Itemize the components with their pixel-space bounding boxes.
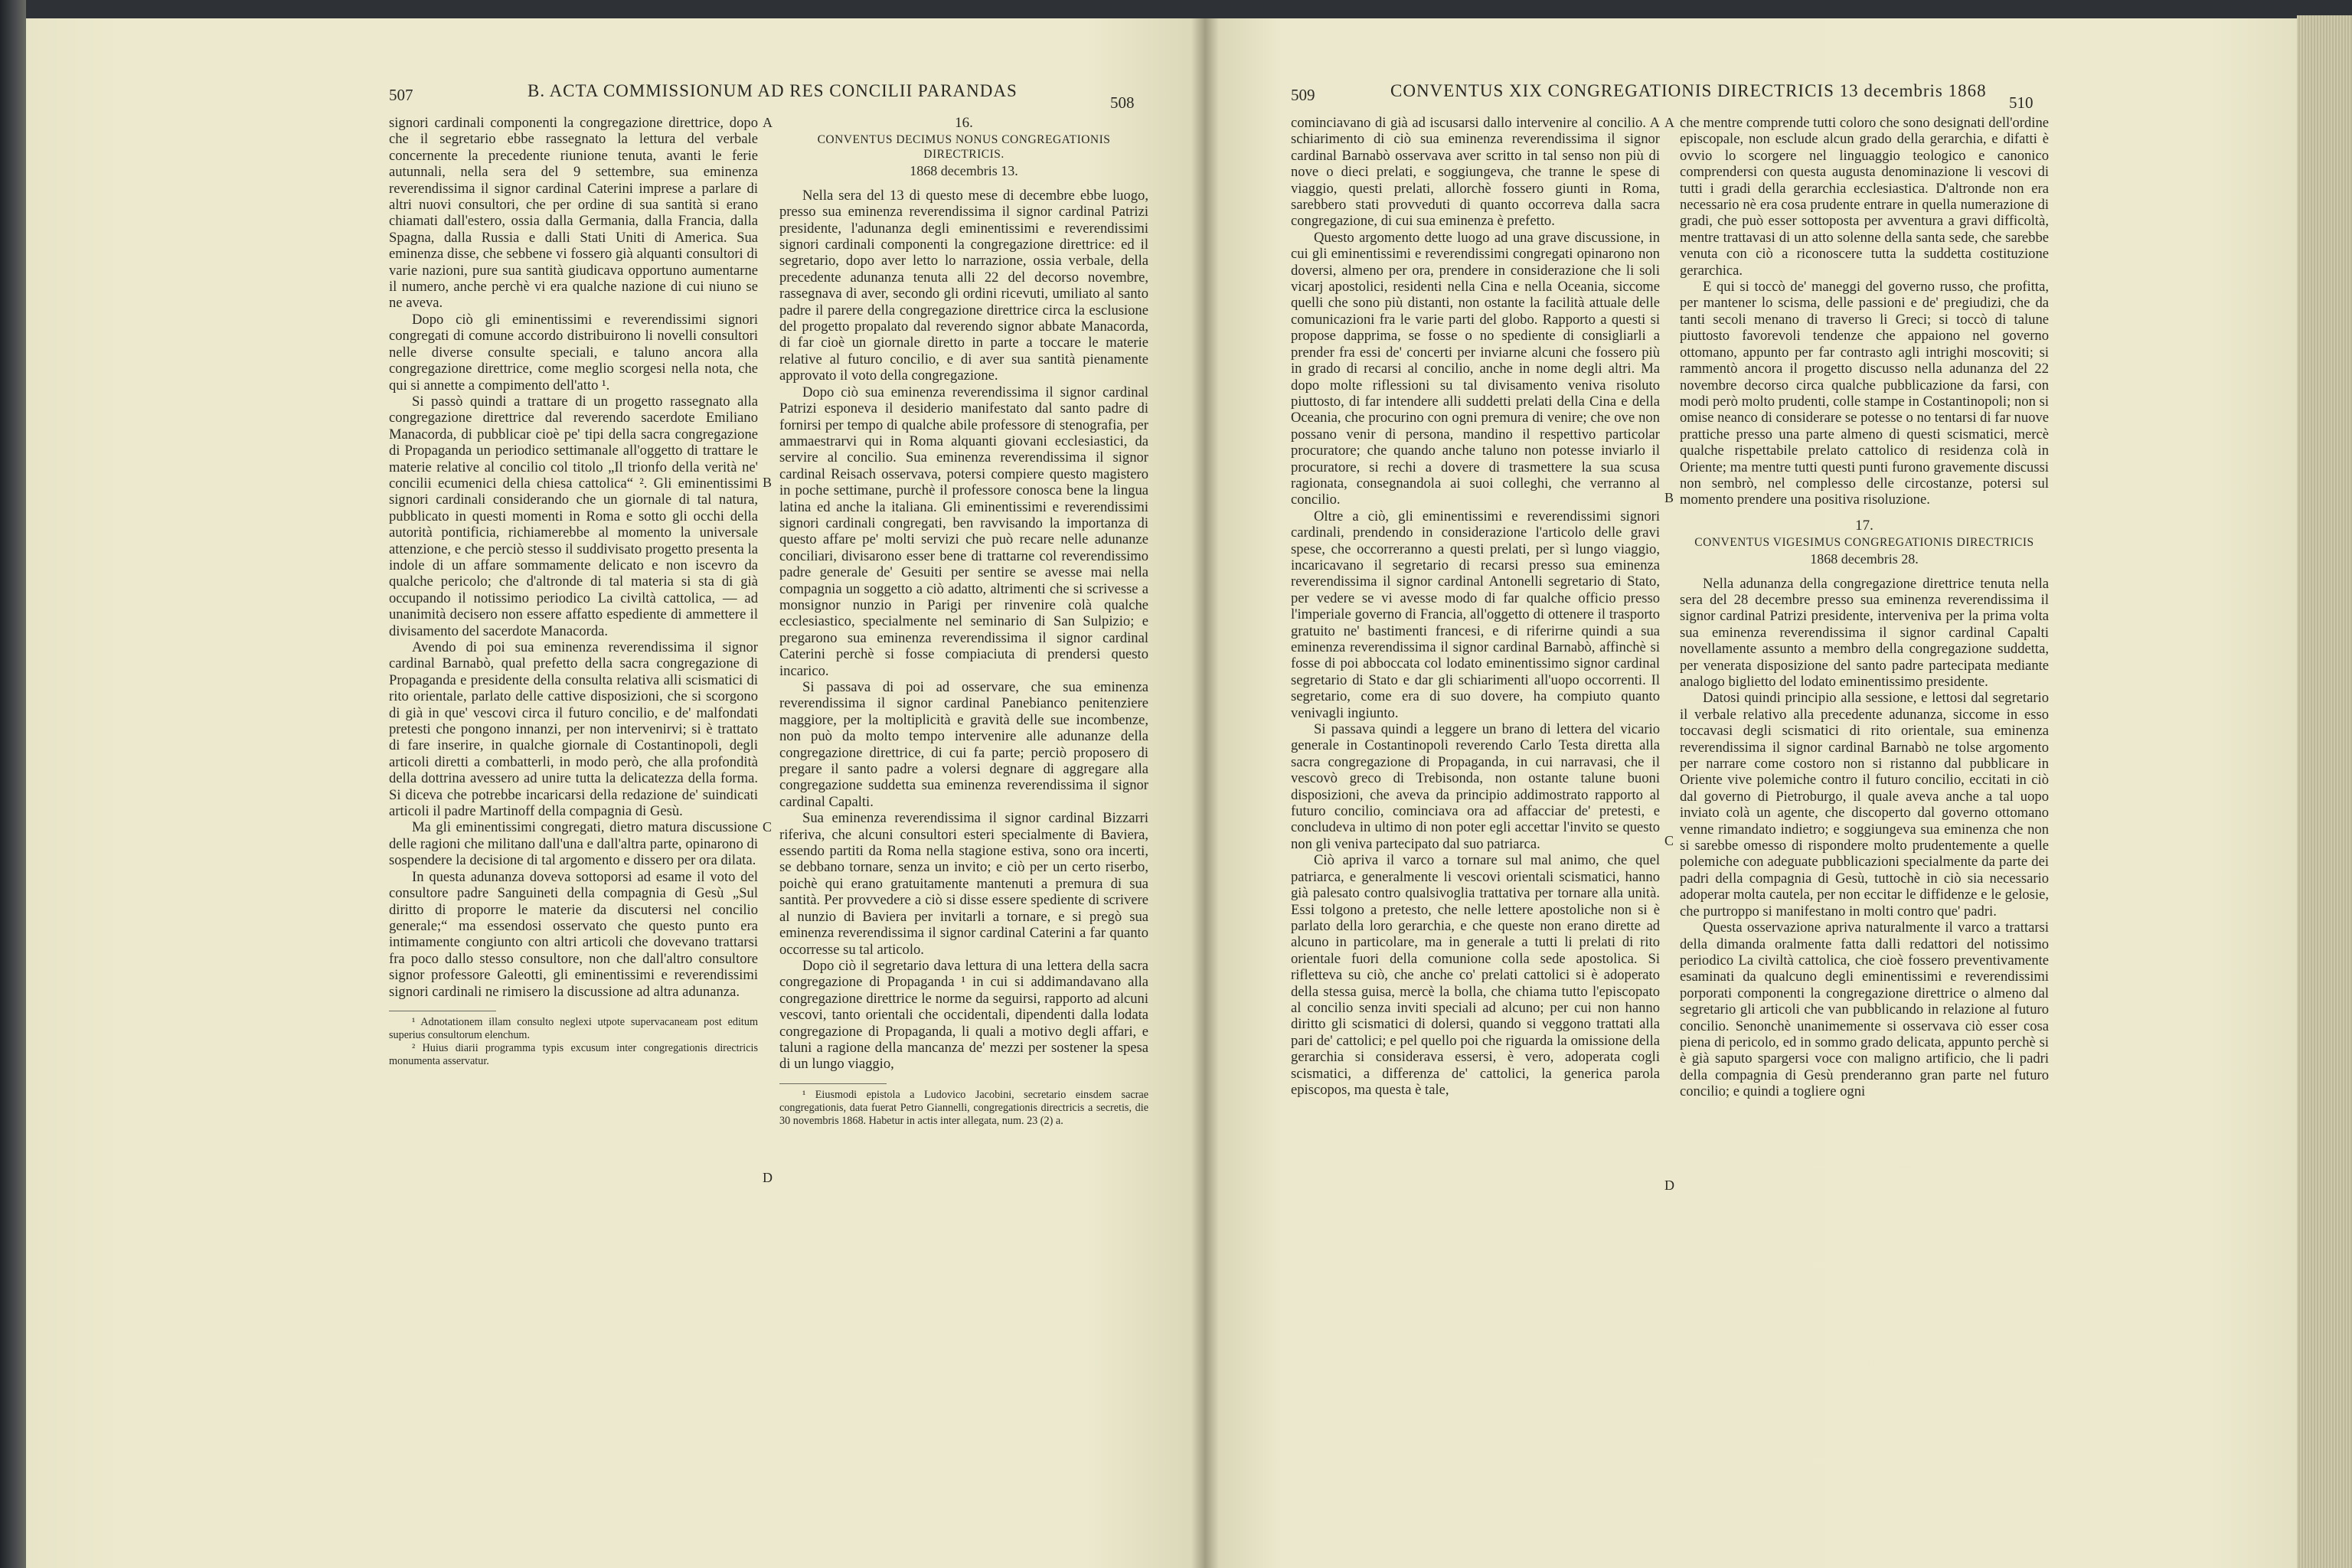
paragraph: signori cardinali componenti la congregazione direttrice, dopo che il segretario ebbe rassegnato la lettura del verbale concernente la precedente riunione tenuta, avanti le ferie autunnali, nella sera del 9 settembre, sua eminenza reverendissima il signor cardinal Caterini imprese a parlare di altri nuovi consultori, che per ordine di sua santità si erano chiamati dall'estero, ossia dalla Germania, dalla Francia, dalla Spagna, dalla Russia e dalli Stati Uniti di America. Sua eminenza disse, che sebbene vi fossero già alquanti consultori di varie nazioni, pure sua santità giudicava opportuno aumentarne il numero, anche perchè vi era qualche nazione di cui niuno se ne aveva. xyxy=(389,115,758,312)
paragraph: Nella adunanza della congregazione direttrice tenuta nella sera del 28 decembre presso sua eminenza reverendissima il signor cardinal Patrizi presidente, interveniva per la prima volta sua eminenza reverendissima il signor cardinal Capalti novellamente assunto a membro della congregazione suddetta, per venerata disposizione del santo padre partecipata mediante analogo biglietto del lodato eminentissimo presidente. xyxy=(1680,575,2049,690)
margin-letter-a: A xyxy=(763,115,773,130)
paragraph: Dopo ciò il segretario dava lettura di una lettera della sacra congregazione di Propaganda ¹ in cui si addimandavano alla congregazione direttrice le norme da seguirsi, rapporto ad alcuni vescovi, tanto orientali che occidentali, dipendenti dalla lodata congregazione di Propaganda, li quali a motivo degli affari, e taluni a ragione della mancanza de' mezzi per sostener la spesa di un lungo viaggio, xyxy=(779,957,1148,1073)
paragraph: Dopo ciò sua eminenza reverendissima il signor cardinal Patrizi esponeva il desiderio manifestato dal santo padre di fornirsi per tempo di qualche abile professore di stenografia, per ammaestrarvi qui in Roma alquanti giovani ecclesiastici, da servire al concilio. Sua eminenza reverendissima il signor cardinal Reisach osservava, potersi compiere questo magistero in poche settimane, purchè il professore conosca bene la lingua latina ed anche la italiana. Gli eminentissimi e reverendissimi signori cardinali congregati, ben ravvisando la importanza di questo affare pe' molti servizi che può recare nelle adunanze conciliari, divisarono esser bene di trattarne col reverendissimo padre generale de' Gesuiti per sentire se avesse mai nella compagnia un soggetto a ciò adatto, altrimenti che si scrivesse a monsignor nunzio in Parigi per rinvenire colà qualche ecclesiastico, specialmente nel seminario di San Sulpizio; e pregarono sua eminenza reverendissima il signor cardinal Caterini perchè si fosse compiaciuta di prendersi questo incarico. xyxy=(779,384,1148,679)
margin-letter-b: B xyxy=(763,475,773,490)
paragraph: Nella sera del 13 di questo mese di decembre ebbe luogo, presso sua eminenza reverendissima il signor cardinal Patrizi presidente, l'adunanza degli eminentissimi e reverendissimi signori cardinali componenti la congregazione direttrice: ed il segretario, dopo aver letto lo narrazione, ossia verbale, della precedente adunanza tenuta alli 22 del decorso novembre, rassegnava di aver, secondo gli ordini ricevuti, umiliato al santo padre il parere della congregazione direttrice circa la esclusione del progetto propalato dal reverendo signor abbate Manacorda, di far cioè un giornale diretto in parte a toccare le materie relative al futuro concilio, e di aver sua santità pienamente approvato il voto della congregazione. xyxy=(779,187,1148,384)
left-page-column-1 xyxy=(389,115,758,1068)
right-page xyxy=(1205,18,2297,1568)
margin-letter-b: B xyxy=(1664,490,1674,505)
margin-letter-c: C xyxy=(1664,833,1674,848)
paragraph: Questa osservazione apriva naturalmente il varco a trattarsi della dimanda oralmente fatta dalli redattori del notissimo periodico La civiltà cattolica, che cioè fossero preventivamente esaminati da qualcuno degli eminentissimi e reverendissimi porporati componenti la congregazione direttrice o almeno dal segretario gli articoli che van pubblicando in relazione al futuro concilio. Senonchè unanimemente si osservava ciò esser cosa piena di pericolo, ed in sommo grado delicata, appunto perchè si è già saputo spargersi voce con maligno artificio, che li padri della compagnia di Gesù prenderanno gran parte nel futuro concilio; e quindi a togliere ogni xyxy=(1680,920,2049,1100)
paragraph: Avendo di poi sua eminenza reverendissima il signor cardinal Barnabò, qual prefetto della sacra congregazione di Propaganda e presidente della consulta relativa alli scismatici di rito orientale, parlato delle cattive disposizioni, che si scorgono di già in que' vescovi circa il futuro concilio, e de' malfondati pretesti che pongono innanzi, per non intervenirvi; si è trattato di fare inserire, in qualche giornale di Costantinopoli, degli articoli diretti a combatterli, in modo però, che alla profondità della dottrina avessero ad unire tutta la delicatezza della forma. Si diceva che potrebbe incaricarsi della redazione de' suindicati articoli il padre Martinoff della compagnia di Gesù. xyxy=(389,639,758,820)
paragraph: Si passava quindi a leggere un brano di lettera del vicario generale in Costantinopoli reverendo Carlo Testa diretta alla sacra congregazione di Propaganda, in cui narravasi, che il vescovò greco di Trebisonda, non ostante talune buoni disposizioni, che aveva da principio addimostrato rapporto al futuro concilio, cominciava ora ad affacciar de' pretesti, e concludeva in ultimo di non poter egli accettar l'invito se questo non gli veniva partecipato dal suo patriarca. xyxy=(1291,721,1660,852)
section-number: 16. xyxy=(955,115,973,131)
paragraph: Dopo ciò gli eminentissimi e reverendissimi signori congregati di comune accordo distribuirono li novelli consultori nelle diverse consulte speciali, e taluno ancora alla congregazione direttrice, come meglio scorgesi nella nota, che qui si annette a compimento dell'atto ¹. xyxy=(389,311,758,394)
paragraph: Oltre a ciò, gli eminentissimi e reverendissimi signori cardinali, prendendo in considerazione l'articolo delle gravi spese, che occorreranno a questi prelati, per sì lungo viaggio, incaricavano il segretario di recarsi presso sua eminenza reverendissima il signor cardinal Antonelli segretario di Stato, per vedere se vi avesse modo di far qualche officio presso l'imperiale governo di Francia, all'oggetto di ottenere il trasporto gratuito ne' bastimenti francesi, e di riferirne quindi a sua eminenza reverendissima il signor cardinal Barnabò, affinchè si fosse di poi abboccata col lodato eminentissimo signor cardinal segretario di Stato e dar gli schiarimenti all'uopo occorrenti. Il segretario, come era di suo dovere, ha compiuto quanto venivagli ingiunto. xyxy=(1291,508,1660,721)
footnote: ² Huius diarii programma typis excusum inter congregationis directricis monumenta asservatur. xyxy=(389,1041,758,1067)
page-number-507: 507 xyxy=(389,86,413,104)
paragraph: Questo argomento dette luogo ad una grave discussione, in cui gli eminentissimi e reverendissimi congregati opinarono non doversi, almeno per ora, prendere in considerazione che li soli vicarj apostolici, residenti nella Cina e nella Oceania, siccome quelli che sono più distanti, non ostante la facilità attuale delle comunicazioni fra le varie parti del globo. Rapporto a questi si propose dapprima, se fosse o no spediente di consigliarli a prender fra essi de' concerti per inviarne alcuni che fossero più in grado di recarsi al concilio, anche in nome degli altri. Ma dopo molte riflessioni su tal divisamento veniva risoluto piuttosto, di far intendere alli suddetti prelati della Cina e della Oceania, che procurino con ogni premura di venire; che ove non possano venir di persona, mandino il respettivo particolar procuratore; che quando anche taluno non potesse inviarlo il procuratore, si rechi a dovere di trasmettere la sua scusa ragionata, consegnandola ai suoi colleghi, che verranno al concilio. xyxy=(1291,229,1660,508)
paragraph: In questa adunanza doveva sottoporsi ad esame il voto del consultore padre Sanguineti della compagnia di Gesù „Sul diritto di proporre le materie da discutersi nel concilio generale;“ ma essendosi osservato che questo punto era intimamente congiunto con altri articoli che dovevano trattarsi fra poco dallo stesso consultore, non che dall'altro consultore signor professore Galeotti, gli eminentissimi e reverendissimi signori cardinali ne rimisero la discussione ad altra adunanza. xyxy=(389,868,758,1000)
section-number: 17. xyxy=(1855,517,1873,534)
page-stack-edge xyxy=(2297,15,2352,1568)
paragraph: che mentre comprende tutti coloro che sono designati dell'ordine episcopale, non esclude alcun grado della gerarchia, e difatti è ovvio lo scorgere nel linguaggio teologico e canonico comprendersi con questa augusta denominazione li vescovi di tutti i gradi della gerarchia ecclesiastica. D'altronde non era necessario nè era cosa prudente entrare in quella numerazione di gradi, che può esser sottoposta per avventura a gravi difficoltà, mentre trattavasi di un atto solenne della santa sede, che sarebbe venuta con ciò a riconoscere tutta la suddetta costituzione gerarchica. xyxy=(1680,115,2049,279)
paragraph: Sua eminenza reverendissima il signor cardinal Bizzarri riferiva, che alcuni consultori esteri specialmente di Baviera, essendo partiti da Roma nella stagione estiva, sono ora incerti, se debbano tornare, senza un invito; e ciò per un certo riserbo, poichè qui erano gratuitamente mantenuti a premura di sua santità. Per provvedere a ciò si disse essere spediente di scrivere al nunzio di Baviera per invitarli a tornare, e si pregò sua eminenza reverendissima il signor cardinal Caterini a far quanto occorresse su tal articolo. xyxy=(779,810,1148,958)
margin-letter-d: D xyxy=(763,1170,773,1185)
left-page xyxy=(26,18,1205,1568)
book-gutter xyxy=(1191,18,1219,1568)
paragraph: Datosi quindi principio alla sessione, e lettosi dal segretario il verbale relativo alla precedente adunanza, siccome in esso toccavasi degli scismatici di rito orientale, sua eminenza reverendissima il signor cardinal Barnabò ne tolse argomento per narrare come costoro non si ristanno dal pubblicare in Oriente vive polemiche contro il futuro concilio, eccitati in ciò dal governo di Pietroburgo, il quale aveva anche a tal uopo inviato colà un agente, che discoperto dal governo ottomano venne rimandato indietro; e soggiungeva sua eminenza che non si sarebbe omesso di rispondere molto prudentemente a quelle polemiche con adeguate pubblicazioni specialmente da parte dei padri della compagnia di Gesù, tuttochè in ciò sia necessario adoperar molta cautela, per non eccitar le diffidenze e le gelosie, che purtroppo si manifestano in molti contro que' padri. xyxy=(1680,690,2049,920)
paragraph: E qui si toccò de' maneggi del governo russo, che profitta, per mantener lo scisma, delle passioni e de' pregiudizi, che da tanti secoli menano di traverso li Greci; si toccò di talune piuttosto favorevoli tendenze che appaiono nel governo ottomano, appunto per far contrasto agli intrighi moscoviti; si rammentò ancora il progetto discusso nella adunanza del 22 novembre decorso circa qualche pubblicazione da farsi, con modi però molto prudenti, colle stampe in Costantinopoli; non si omise neanco di considerare se potesse o no tentarsi di far nuove prattiche presso una parte almeno di questi scismatici, mercè qualche rispettabile prelato cattolico di residenza colà in Oriente; ma mentre tutti questi punti furono gravemente discussi non sembrò, nel complesso delle circostanze, potersi sul momento prendere una positiva risoluzione. xyxy=(1680,279,2049,508)
left-page-column-2 xyxy=(779,115,1148,1128)
paragraph: Si passò quindi a trattare di un progetto rassegnato alla congregazione direttrice dal reverendo sacerdote Emiliano Manacorda, di pubblicar cioè pe' tipi della sacra congregazione di Propaganda un periodico settimanale all'oggetto di trattare le materie relative al concilio col titolo „Il trionfo della verità ne' concilii ecumenici della chiesa cattolica“ ². Gli eminentissimi signori cardinali considerando che un giornale di tal natura, pubblicato in questi momenti in Roma e sotto gli occhi della autorità pontificia, richiamerebbe al momento la universale attenzione, e che perciò stesso il suddivisato progetto presenta la indole di un affare sommamente delicato e non iscevro da qualche pericolo; che d'altronde di tal materia si sta di già occupando il notissimo periodico La civiltà cattolica, — ad unanimità decisero non essere affatto espediente di ammettere il divisamento del sacerdote Manacorda. xyxy=(389,393,758,639)
page-number-509: 509 xyxy=(1291,86,1315,104)
paragraph: cominciavano di già ad iscusarsi dallo intervenire al concilio. A schiarimento di ciò sua eminenza reverendissima il signor cardinal Barnabò osservava aver scritto in tal senso non più di nove o dieci prelati, e soggiungeva, che tranne le spese di viaggio, questi prelati, allorchè fossero giunti in Roma, sarebbero stati provveduti di quanto occorreva dalla sacra congregazione, di cui sua eminenza è prefetto. xyxy=(1291,115,1660,230)
right-page-column-1 xyxy=(1291,115,1660,1098)
right-page-column-2 xyxy=(1680,115,2049,1100)
margin-letter-c: C xyxy=(763,819,773,835)
margin-letter-a: A xyxy=(1664,115,1674,130)
footnote: ¹ Adnotationem illam consulto neglexi utpote supervacaneam post editum superius consultorum elenchum. xyxy=(389,1015,758,1041)
margin-letter-d: D xyxy=(1664,1178,1674,1193)
paragraph: Ma gli eminentissimi congregati, dietro matura discussione delle ragioni che militano dall'una e dall'altra parte, opinarono di sospendere la decisione di tal argomento e dissero per ora dilata. xyxy=(389,819,758,869)
footnote: ¹ Eiusmodi epistola a Ludovico Jacobini, secretario einsdem sacrae congregationis, data fuerat Petro Giannelli, congregationis directricis a secretis, die 30 novembris 1868. Habetur in actis inter allegata, num. 23 (2) a. xyxy=(779,1088,1148,1127)
section-date: 1868 decembris 28. xyxy=(1810,551,1919,567)
paragraph: Ciò apriva il varco a tornare sul mal animo, che quel patriarca, e generalmente li vescovi orientali scismatici, hanno già palesato contro qualsivoglia trattativa per tornare alla unità. Essi tolgono a pretesto, che nelle lettere apostoliche non si è parlato della loro gerarchia, e che queste non erano dirette ad alcuno in particolare, ma in generale a tutti li prelati di rito orientale fuori della comunione colla sede apostolica. Si rifletteva su ciò, che anche co' prelati cattolici si è adoperato della stessa guisa, mercè la bolla, che chiama tutto l'episcopato al concilio senza inviti speciali ad alcuno; per cui non hanno diritto gli scismatici di dolersi, quando si veggono trattati alla pari de' cattolici; e pel quello poi che riguarda la omissione della gerarchia si considerava essersi, è vero, adoperata cogli scismatici, a differenza de' cattolici, la generica parola episcopos, ma questa è tale, xyxy=(1291,852,1660,1098)
paragraph: Si passava di poi ad osservare, che sua eminenza reverendissima il signor cardinal Panebianco penitenziere maggiore, per la moltiplicità e gravità delle sue incombenze, non può da molto tempo intervenire alle adunanze della congregazione direttrice, di cui fa parte; perciò proposero di pregare il santo padre a volersi degnare di aggregare alla congregazione suddetta sua eminenza reverendissima il signor cardinal Capalti. xyxy=(779,679,1148,810)
running-head-right: CONVENTUS XIX CONGREGATIONIS DIRECTRICIS 13 decembris 1868 xyxy=(1390,81,1987,100)
section-date: 1868 decembris 13. xyxy=(910,163,1018,179)
page-number-508: 508 xyxy=(1110,93,1135,112)
section-title: CONVENTUS DECIMUS NONUS CONGREGATIONIS DIRECTRICIS. xyxy=(817,133,1111,162)
running-head-left: B. ACTA COMMISSIONUM AD RES CONCILII PARANDAS xyxy=(528,81,1018,100)
page-number-510: 510 xyxy=(2009,93,2034,112)
section-title: CONVENTUS VIGESIMUS CONGREGATIONIS DIRECTRICIS xyxy=(1694,536,2034,550)
footnote-rule xyxy=(779,1083,887,1084)
book-edge-left xyxy=(0,0,26,1568)
